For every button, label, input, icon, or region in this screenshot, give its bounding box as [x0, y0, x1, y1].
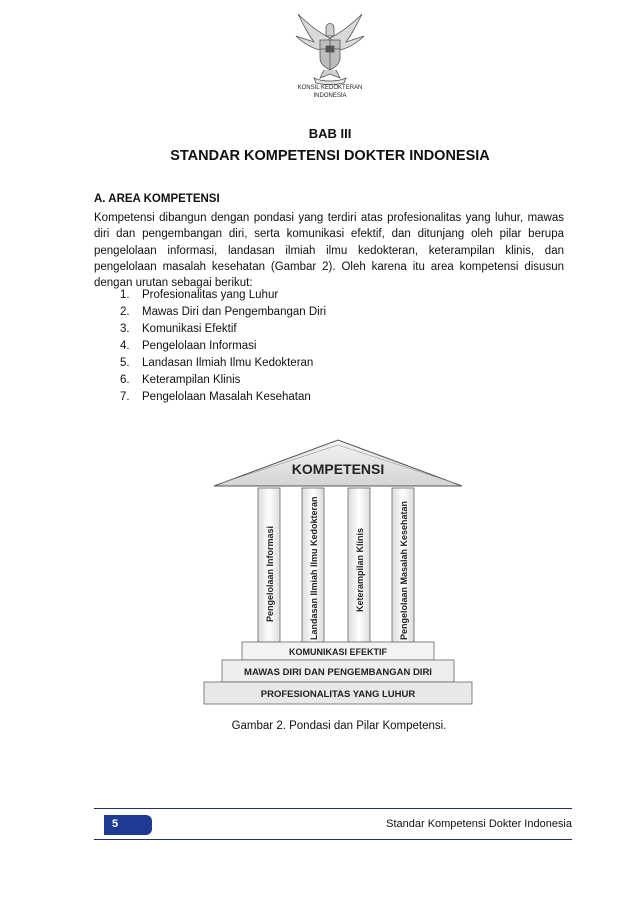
figure-caption: Gambar 2. Pondasi dan Pilar Kompetensi. [231, 720, 447, 732]
chapter-number: BAB III [308, 126, 352, 141]
list-item-label: Pengelolaan Informasi [142, 340, 257, 352]
list-item-number: 5. [120, 357, 130, 369]
list-item-number: 6. [120, 374, 130, 386]
list-item [120, 287, 326, 304]
list-item [120, 338, 326, 355]
page-number-badge: 5 [104, 815, 152, 835]
roof-label: KOMPETENSI [291, 461, 385, 477]
pillars [258, 488, 414, 642]
section-heading: A. AREA KOMPETENSI [94, 193, 220, 205]
list-item [120, 372, 326, 389]
step-3-label: PROFESIONALITAS YANG LUHUR [260, 689, 416, 700]
list-item-label: Keterampilan Klinis [142, 374, 241, 386]
list-item-label: Landasan Ilmiah Ilmu Kedokteran [142, 357, 314, 369]
list-item-number: 4. [120, 340, 130, 352]
competency-area-list [120, 287, 326, 406]
emblem-caption-line2: INDONESIA [313, 93, 347, 99]
pillar-2-label: Landasan Ilmiah Ilmu Kedokteran [309, 496, 319, 640]
footer-rule-top [94, 808, 572, 809]
pillar-3-label: Keterampilan Klinis [355, 527, 365, 612]
pillar-1-label: Pengelolaan Informasi [265, 525, 275, 622]
emblem-caption-line1: KONSIL KEDOKTERAN [297, 85, 363, 91]
footer-rule-bottom [94, 839, 572, 840]
step-1-label: KOMUNIKASI EFEKTIF [289, 647, 387, 657]
list-item-number: 3. [120, 323, 130, 335]
list-item-label: Mawas Diri dan Pengembangan Diri [142, 306, 327, 318]
step-2-label: MAWAS DIRI DAN PENGEMBANGAN DIRI [244, 667, 432, 678]
list-item-label: Profesionalitas yang Luhur [142, 289, 279, 301]
list-item [120, 304, 326, 321]
intro-paragraph: Kompetensi dibangun dengan pondasi yang terdiri atas profesionalitas yang luhur, mawas diri dan pengembangan diri, serta komunikasi efektif, dan ditunjang oleh pilar berupa pengelolaan informasi, landasan ilmiah ilmu kedokteran, keterampilan klinis, dan pengelolaan masalah kesehatan (Gambar 2). Oleh karena itu area kompetensi disusun dengan urutan sebagai berikut: [94, 212, 564, 290]
competency-temple-diagram [200, 436, 476, 708]
list-item [120, 389, 326, 406]
foundation-steps [204, 642, 472, 704]
list-item-number: 1. [120, 289, 130, 301]
list-item-number: 2. [120, 306, 130, 318]
emblem-caption [270, 84, 390, 100]
pillar-4-label: Pengelolaan Masalah Kesehatan [399, 500, 409, 640]
chapter-title: STANDAR KOMPETENSI DOKTER INDONESIA [170, 148, 490, 164]
list-item [120, 355, 326, 372]
list-item-number: 7. [120, 391, 130, 403]
list-item [120, 321, 326, 338]
garuda-emblem-icon [290, 8, 370, 86]
footer-title: Standar Kompetensi Dokter Indonesia [386, 818, 572, 830]
list-item-label: Pengelolaan Masalah Kesehatan [142, 391, 311, 403]
list-item-label: Komunikasi Efektif [142, 323, 237, 335]
